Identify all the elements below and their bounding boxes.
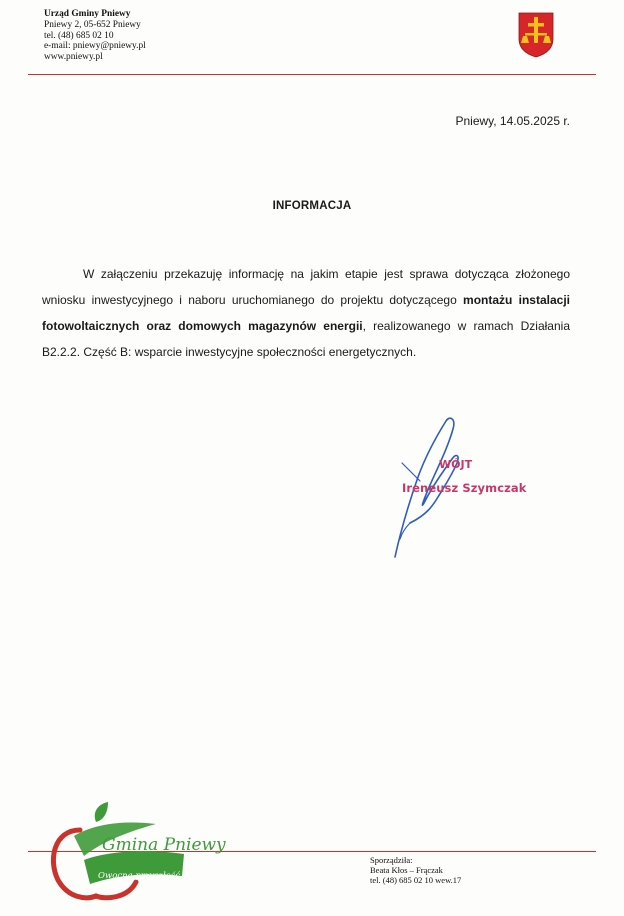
prepared-phone: tel. (48) 685 02 10 wew.17: [370, 875, 462, 885]
prepared-by: [370, 855, 461, 885]
coat-of-arms-icon: [518, 12, 554, 58]
office-email[interactable]: e-mail: pniewy@pniewy.pl: [44, 41, 146, 52]
stamp-name: Ireneusz Szymczak: [402, 481, 527, 495]
logo-name: Gmina Pniewy: [102, 835, 226, 855]
body-text-part1: W załączeniu przekazuję informację na jakim etapie jest sprawa dotycząca złożonego wniosku inwestycyjnego i naboru uruchomianego do projektu dotyczącego: [42, 267, 570, 307]
prepared-label: Sporządziła:: [370, 855, 413, 865]
logo-tagline: Owocna przyszłość: [98, 871, 180, 881]
office-address: Pniewy 2, 05-652 Pniewy: [44, 19, 141, 30]
letter-body: [42, 261, 570, 365]
office-name: Urząd Gminy Pniewy: [44, 9, 131, 19]
letterhead: [44, 9, 146, 63]
body-text-part2: , realizowanego w ramach Działania B2.2.2. Część B: wsparcie inwestycyjne społeczności energetycznych.: [42, 319, 570, 359]
gmina-pniewy-logo: [44, 800, 226, 904]
header-divider: [28, 74, 596, 75]
stamp-title: WÓJT: [439, 458, 473, 471]
body-text-bold: montażu instalacji fotowoltaicznych oraz domowych magazynów energii: [42, 293, 570, 333]
prepared-name: Beata Kłos – Frączak: [370, 865, 443, 875]
office-phone: tel. (48) 685 02 10: [44, 30, 114, 41]
letter-date: Pniewy, 14.05.2025 r.: [455, 114, 570, 128]
letter-title: INFORMACJA: [272, 200, 352, 212]
office-website[interactable]: www.pniewy.pl: [44, 52, 103, 63]
